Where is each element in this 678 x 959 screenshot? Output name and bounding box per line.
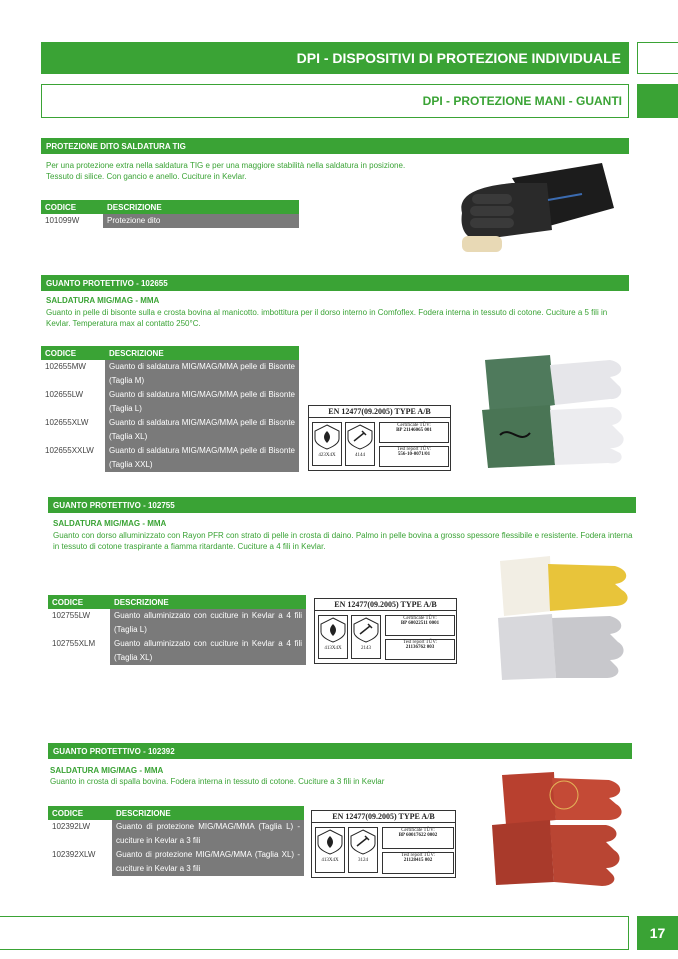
- certificate-label: Certificate TÜV:: [401, 828, 435, 833]
- test-report-box: [382, 852, 454, 874]
- certification-standard: EN 12477(09.2005) TYPE A/B: [312, 811, 455, 823]
- header-side-box: [637, 42, 678, 74]
- subheader-side-block: [637, 84, 678, 118]
- section-description: Guanto in pelle di bisonte sulla e crosta bovina al manicotto. imbottitura per il dorso interno in Comfoflex. Fodera interna in tessuto di cotone. Cuciture a 5 fili in Kevlar. Temperatura max al contatto 250°C.: [46, 308, 608, 328]
- product-code: 102655XXLW: [45, 446, 94, 455]
- test-report-label: Test report TÜV:: [403, 640, 437, 645]
- table-row: [41, 214, 299, 228]
- performance-code: 2143: [361, 646, 371, 651]
- footer-line: [0, 916, 629, 950]
- column-header-code: CODICE: [48, 595, 110, 609]
- certification-standard: EN 12477(09.2005) TYPE A/B: [309, 406, 450, 418]
- page-header-title: DPI - DISPOSITIVI DI PROTEZIONE INDIVIDUALE: [41, 42, 629, 74]
- section-title-finger-guard: PROTEZIONE DITO SALDATURA TIG: [41, 138, 629, 154]
- product-description: Guanto di saldatura MIG/MAG/MMA pelle di Bisonte (Taglia XL): [105, 416, 299, 444]
- section-subtitle: SALDATURA MIG/MAG - MMA: [46, 296, 160, 305]
- performance-code: 423X4X: [318, 453, 336, 458]
- hammer-icon: [352, 616, 380, 644]
- table-row: [41, 360, 299, 388]
- product-table: [41, 346, 299, 472]
- column-header-description: DESCRIZIONE: [103, 200, 299, 214]
- test-report-label: Test report TÜV:: [401, 853, 435, 858]
- heat-hazard-pictogram: [315, 827, 345, 873]
- certification-label: [311, 810, 456, 878]
- product-description: Protezione dito: [103, 214, 299, 228]
- hammer-icon: [346, 423, 374, 451]
- product-description: Guanto di saldatura MIG/MAG/MMA pelle di Bisonte (Taglia M): [105, 360, 299, 388]
- certification-label: [314, 598, 457, 664]
- certificate-label: Certificate TÜV:: [397, 423, 431, 428]
- table-row: [41, 416, 299, 444]
- test-report-number: 21128415 002: [403, 858, 433, 863]
- certificate-number: BP 60017622 0002: [398, 833, 438, 838]
- product-code: 102392XLW: [52, 850, 96, 859]
- certificate-box: [379, 422, 449, 443]
- mechanical-hazard-pictogram: [351, 615, 381, 659]
- certificate-label: Certificate TÜV:: [403, 616, 437, 621]
- product-description: Guanto di protezione MIG/MAG/MMA (Taglia XL) - cuciture in Kevlar a 3 fili: [112, 848, 304, 876]
- product-description: Guanto di saldatura MIG/MAG/MMA pelle di Bisonte (Taglia XXL): [105, 444, 299, 472]
- section-title-glove-102755: GUANTO PROTETTIVO - 102755: [48, 497, 636, 513]
- product-code: 102755LW: [52, 611, 91, 620]
- test-report-number: 556-10-0071/01: [397, 452, 431, 457]
- page-subheader: DPI - PROTEZIONE MANI - GUANTI: [41, 84, 629, 118]
- flame-icon: [316, 828, 344, 856]
- product-description: Guanto alluminizzato con cuciture in Kevlar a 4 fili (Taglia L): [110, 609, 306, 637]
- glove-102655-image: [460, 355, 630, 470]
- product-code: 102655LW: [45, 390, 84, 399]
- heat-hazard-pictogram: [312, 422, 342, 466]
- table-row: [48, 848, 304, 876]
- product-description: Guanto di protezione MIG/MAG/MMA (Taglia L) - cuciture in Kevlar a 3 fili: [112, 820, 304, 848]
- product-table: [48, 806, 304, 876]
- product-code: 102755XLM: [52, 639, 96, 648]
- test-report-label: Test report TÜV:: [397, 447, 431, 452]
- table-row: [48, 609, 306, 637]
- section-description: Per una protezione extra nella saldatura TIG e per una maggiore stabilità nella saldatura in posizione. Tessuto di silice. Con gancio e anello. Cuciture in Kevlar.: [46, 161, 406, 181]
- column-header-code: CODICE: [41, 200, 103, 214]
- page-number: 17: [637, 916, 678, 950]
- test-report-box: [379, 446, 449, 467]
- certificate-number: BP 60022511 0001: [400, 621, 440, 626]
- hammer-icon: [349, 828, 377, 856]
- column-header-code: CODICE: [41, 346, 105, 360]
- product-description: Guanto alluminizzato con cuciture in Kevlar a 4 fili (Taglia XL): [110, 637, 306, 665]
- product-code: 102655XLW: [45, 418, 89, 427]
- finger-guard-glove-image: [452, 158, 622, 258]
- product-code: 102392LW: [52, 822, 91, 831]
- test-report-box: [385, 639, 455, 660]
- mechanical-hazard-pictogram: [348, 827, 378, 873]
- flame-icon: [313, 423, 341, 451]
- table-row: [48, 820, 304, 848]
- performance-code: 4144: [355, 453, 365, 458]
- certificate-number: BP 21146065 001: [396, 428, 432, 433]
- column-header-description: DESCRIZIONE: [112, 806, 304, 820]
- mechanical-hazard-pictogram: [345, 422, 375, 466]
- performance-code: 413X4X: [321, 858, 339, 863]
- heat-hazard-pictogram: [318, 615, 348, 659]
- performance-code: 3124: [358, 858, 368, 863]
- flame-icon: [319, 616, 347, 644]
- table-row: [41, 388, 299, 416]
- product-code: 101099W: [45, 216, 80, 225]
- product-table: [48, 595, 306, 665]
- certificate-box: [382, 827, 454, 849]
- section-title-glove-102655: GUANTO PROTETTIVO - 102655: [41, 275, 629, 291]
- test-report-number: 21136762 003: [405, 645, 435, 650]
- column-header-description: DESCRIZIONE: [110, 595, 306, 609]
- certification-label: [308, 405, 451, 471]
- table-row: [41, 444, 299, 472]
- section-subtitle: SALDATURA MIG/MAG - MMA: [50, 766, 164, 775]
- section-description: Guanto in crosta di spalla bovina. Fodera interna in tessuto di cotone. Cuciture a 3 fili in Kevlar: [50, 777, 385, 786]
- section-description: Guanto con dorso alluminizzato con Rayon PFR con strato di pelle in crosta di daino. Palmo in pelle bovina a grosso spessore flessibile e resistente. Fodera interna in tessuto di cotone traspirante a fiamma ritardante. Cuciture a 4 fili in Kevlar.: [53, 531, 633, 551]
- section-subtitle: SALDATURA MIG/MAG - MMA: [53, 519, 167, 528]
- product-table: [41, 200, 299, 228]
- certificate-box: [385, 615, 455, 636]
- glove-102392-image: [484, 770, 634, 888]
- table-row: [48, 637, 306, 665]
- performance-code: 413X4X: [324, 646, 342, 651]
- column-header-code: CODICE: [48, 806, 112, 820]
- glove-102755-image: [490, 556, 635, 684]
- product-description: Guanto di saldatura MIG/MAG/MMA pelle di Bisonte (Taglia L): [105, 388, 299, 416]
- column-header-description: DESCRIZIONE: [105, 346, 299, 360]
- section-title-glove-102392: GUANTO PROTETTIVO - 102392: [48, 743, 632, 759]
- product-code: 102655MW: [45, 362, 86, 371]
- certification-standard: EN 12477(09.2005) TYPE A/B: [315, 599, 456, 611]
